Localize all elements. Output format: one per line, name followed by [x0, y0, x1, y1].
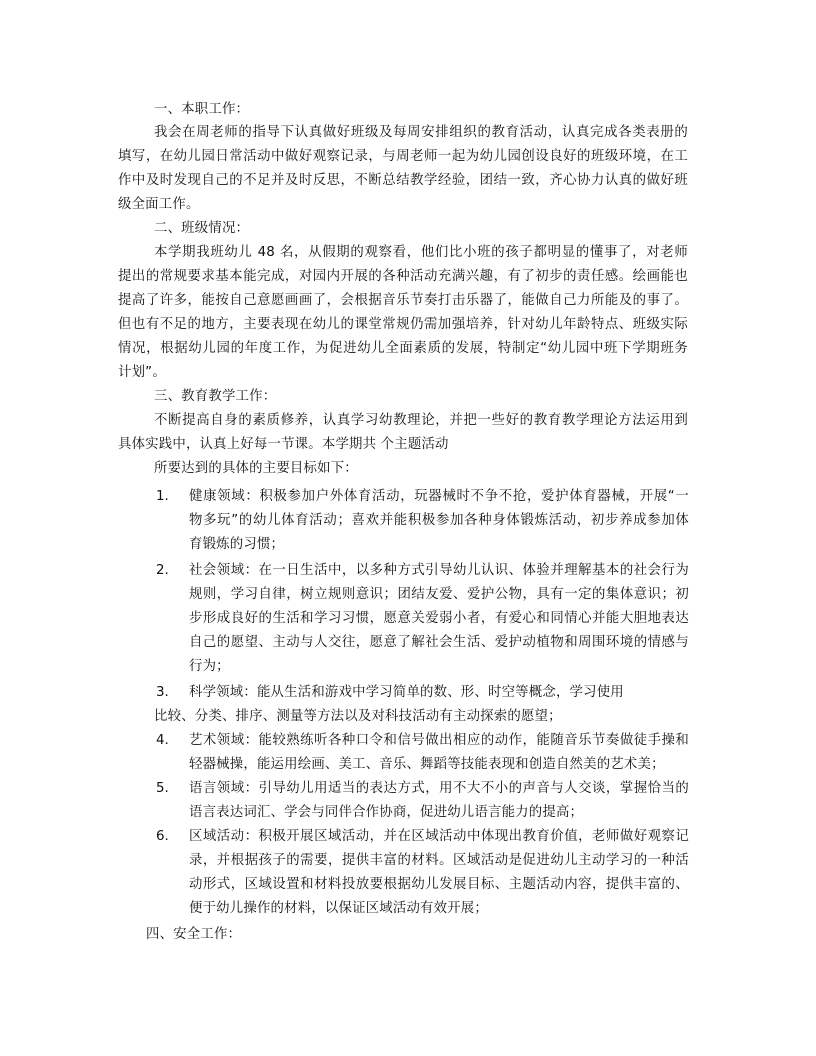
- list-item-number: 3.: [156, 685, 169, 700]
- paragraph-line: 但也有不足的地方，主要表现在幼儿的课堂常规仍需加强培养，针对幼儿年龄特点、班级实际: [118, 317, 688, 332]
- section-heading-class-situation: 二、班级情况：: [154, 221, 250, 236]
- list-item-line: 便于幼儿操作的材料，以保证区域活动有效开展；: [189, 901, 488, 916]
- section-heading-safety: 四、安全工作：: [146, 927, 242, 942]
- paragraph-line: 情况，根据幼儿园的年度工作，为促进幼儿全面素质的发展，特制定“幼儿园中班下学期班务: [118, 341, 688, 356]
- list-item-number: 6.: [156, 829, 169, 844]
- list-item-line: 语言表达词汇、学会与同伴合作协商，促进幼儿语言能力的提高；: [189, 805, 584, 820]
- paragraph-line: 我会在周老师的指导下认真做好班级及每周安排组织的教育活动，认真完成各类表册的: [154, 125, 688, 140]
- paragraph-line: 本学期我班幼儿 48 名，从假期的观察看，他们比小班的孩子都明显的懂事了，对老师: [154, 245, 688, 260]
- section-heading-teaching: 三、教育教学工作：: [154, 389, 277, 404]
- paragraph-line: 不断提高自身的素质修养，认真学习幼教理论，并把一些好的教育教学理论方法运用到: [154, 413, 688, 428]
- list-item-number: 4.: [156, 733, 169, 748]
- list-item-line: 轻器械操，能运用绘画、美工、音乐、舞蹈等技能表现和创造自然美的艺术美；: [189, 757, 665, 772]
- paragraph-line: 提高了许多，能按自己意愿画画了，会根据音乐节奏打击乐器了，能做自己力所能及的事了。: [118, 293, 688, 308]
- list-item-line: 录，并根据孩子的需要，提供丰富的材料。区域活动是促进幼儿主动学习的一种活: [189, 853, 689, 868]
- list-item-number: 1.: [156, 489, 169, 504]
- list-item-line: 行为；: [189, 659, 230, 674]
- list-item-continuation: 比较、分类、排序、测量等方法以及对科技活动有主动探索的愿望；: [154, 709, 562, 724]
- paragraph-line: 填写，在幼儿园日常活动中做好观察记录，与周老师一起为幼儿园创设良好的班级环境，在工: [118, 149, 688, 164]
- list-item-line: 区域活动：积极开展区域活动，并在区域活动中体现出教育价值，老师做好观察记: [189, 829, 689, 844]
- list-item-line: 动形式，区域设置和材料投放要根据幼儿发展目标、主题活动内容，提供丰富的、: [189, 877, 689, 892]
- list-item-line: 健康领域：积极参加户外体育活动，玩器械时不争不抢，爱护体育器械，开展“一: [189, 489, 689, 504]
- list-item-line: 物多玩”的幼儿体育活动；喜欢并能积极参加各种身体锻炼活动，初步养成参加体: [189, 513, 689, 528]
- list-item-number: 2.: [156, 563, 169, 578]
- paragraph-line: 级全面工作。: [118, 197, 200, 212]
- list-item-line: 语言领域：引导幼儿用适当的表达方式，用不大不小的声音与人交谈，掌握恰当的: [189, 781, 689, 796]
- paragraph-line: 作中及时发现自己的不足并及时反思，不断总结教学经验，团结一致，齐心协力认真的做好班: [118, 173, 688, 188]
- paragraph-line: 所要达到的具体的主要目标如下：: [154, 461, 358, 476]
- paragraph-line: 具体实践中，认真上好每一节课。本学期共 个主题活动: [118, 437, 449, 452]
- paragraph-line: 提出的常规要求基本能完成，对园内开展的各种活动充满兴趣，有了初步的责任感。绘画能也: [118, 269, 688, 284]
- list-item-line: 自己的愿望、主动与人交往，愿意了解社会生活、爱护动植物和周围环境的情感与: [189, 635, 689, 650]
- section-heading-duties: 一、本职工作：: [154, 102, 250, 117]
- list-item-line: 步形成良好的生活和学习习惯，愿意关爱弱小者，有爱心和同情心并能大胆地表达: [189, 611, 689, 626]
- list-item-line: 规则，学习自律，树立规则意识；团结友爱、爱护公物，具有一定的集体意识；初: [189, 587, 689, 602]
- paragraph-line: 计划”。: [118, 365, 166, 380]
- list-item-line: 科学领域：能从生活和游戏中学习简单的数、形、时空等概念，学习使用: [189, 685, 624, 700]
- list-item-line: 艺术领域：能较熟练听各种口令和信号做出相应的动作，能随音乐节奏做徒手操和: [189, 733, 689, 748]
- list-item-line: 社会领域：在一日生活中，以多种方式引导幼儿认识、体验并理解基本的社会行为: [189, 563, 689, 578]
- list-item-line: 育锻炼的习惯；: [189, 537, 285, 552]
- list-item-number: 5.: [156, 781, 169, 796]
